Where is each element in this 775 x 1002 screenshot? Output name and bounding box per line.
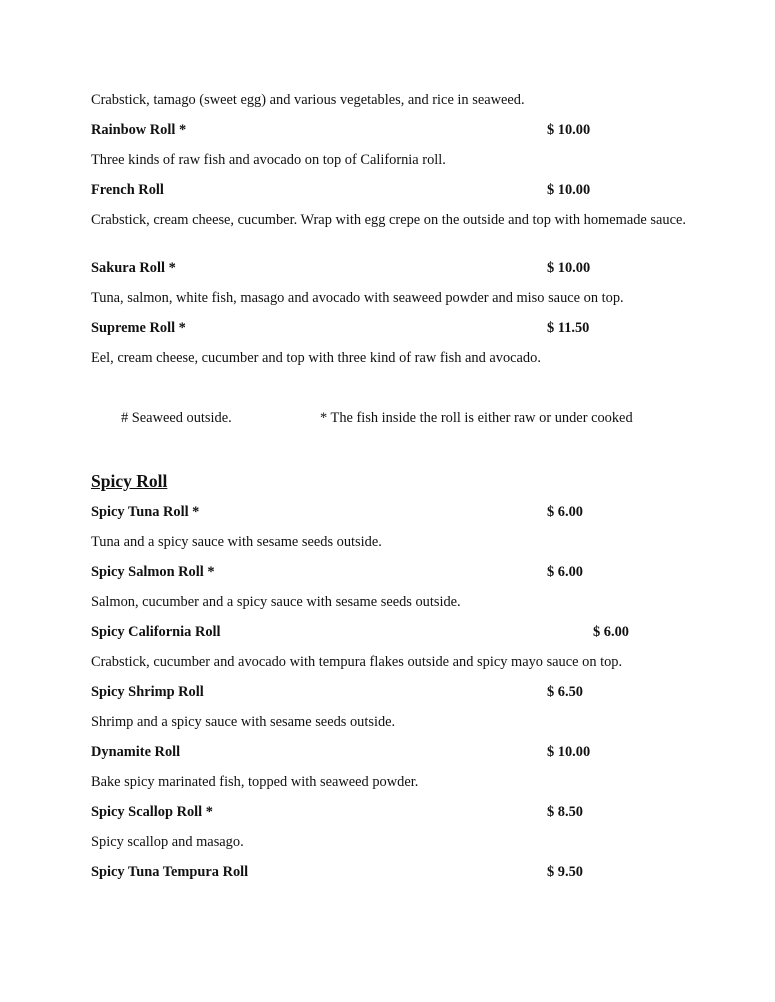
item-description: Bake spicy marinated fish, topped with seaweed powder. xyxy=(91,774,419,790)
item-name: Spicy Tuna Tempura Roll xyxy=(91,864,249,880)
section-heading: Spicy Roll xyxy=(91,471,168,491)
item-description: Tuna and a spicy sauce with sesame seeds outside. xyxy=(91,534,382,550)
item-name: Spicy Salmon Roll * xyxy=(91,564,215,580)
item-price: $ 6.00 xyxy=(547,504,583,520)
item-description: Tuna, salmon, white fish, masago and avocado with seaweed powder and miso sauce on top. xyxy=(91,290,624,306)
item-description: Salmon, cucumber and a spicy sauce with sesame seeds outside. xyxy=(91,594,461,610)
item-name: Spicy Shrimp Roll xyxy=(91,684,204,700)
item-price: $ 10.00 xyxy=(547,182,591,198)
item-description: Crabstick, tamago (sweet egg) and various vegetables, and rice in seaweed. xyxy=(91,92,525,108)
item-description: Eel, cream cheese, cucumber and top with three kind of raw fish and avocado. xyxy=(91,350,541,366)
item-price: $ 6.00 xyxy=(593,624,629,640)
item-description: Crabstick, cucumber and avocado with tempura flakes outside and spicy mayo sauce on top. xyxy=(91,654,623,670)
item-name: Spicy Scallop Roll * xyxy=(91,804,213,820)
item-name: Rainbow Roll * xyxy=(91,122,187,138)
item-price: $ 10.00 xyxy=(547,122,591,138)
item-price: $ 11.50 xyxy=(547,320,590,336)
item-name: Dynamite Roll xyxy=(91,744,181,760)
item-name: Spicy Tuna Roll * xyxy=(91,504,200,520)
seaweed-note: # Seaweed outside. xyxy=(121,410,232,426)
item-description: Crabstick, cream cheese, cucumber. Wrap with egg crepe on the outside and top with homemade sauce. xyxy=(91,212,686,228)
item-price: $ 9.50 xyxy=(547,864,583,880)
item-price: $ 6.50 xyxy=(547,684,583,700)
item-name: Sakura Roll * xyxy=(91,260,176,276)
item-name: French Roll xyxy=(91,182,164,198)
item-name: Supreme Roll * xyxy=(91,320,186,336)
item-price: $ 6.00 xyxy=(547,564,583,580)
raw-fish-note: * The fish inside the roll is either raw or under cooked xyxy=(320,410,633,426)
item-price: $ 8.50 xyxy=(547,804,583,820)
item-price: $ 10.00 xyxy=(547,744,591,760)
item-name: Spicy California Roll xyxy=(91,624,221,640)
item-description: Three kinds of raw fish and avocado on top of California roll. xyxy=(91,152,446,168)
item-price: $ 10.00 xyxy=(547,260,591,276)
item-description: Shrimp and a spicy sauce with sesame seeds outside. xyxy=(91,714,396,730)
item-description: Spicy scallop and masago. xyxy=(91,834,244,850)
